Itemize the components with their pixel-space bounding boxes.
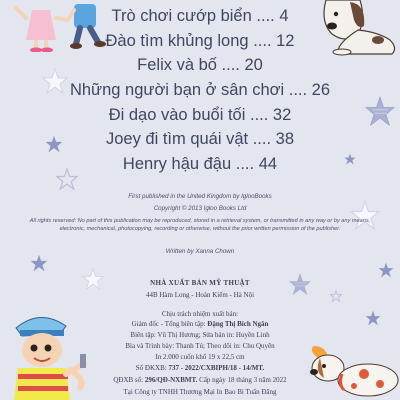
toc-item (0, 55, 400, 75)
first-published-line: First published in the United Kingdom by IglooBooks (128, 193, 272, 200)
registration-line (0, 363, 400, 373)
toc-item (0, 129, 400, 149)
decision-date: Cấp ngày 18 tháng 3 năm 2022 (199, 376, 287, 384)
toc-item-title: Henry hậu đậu (122, 154, 232, 173)
toc-item-page: 12 (276, 31, 295, 50)
toc-item-dots: .... (221, 56, 240, 74)
toc-item (0, 6, 400, 26)
decision-label: QĐXB số: (113, 376, 144, 384)
toc-item-title: Felix và bố (137, 56, 217, 74)
toc-item-dots: .... (235, 154, 255, 173)
toc-item (0, 31, 400, 51)
director-line (0, 319, 400, 329)
director-name: Đặng Thị Bích Ngân (207, 320, 269, 328)
registration-label: Số ĐKXB: (135, 364, 167, 372)
decision-line (0, 375, 400, 385)
toc-item-page: 32 (272, 105, 292, 124)
toc-item-title: Trò chơi cướp biển (111, 7, 252, 25)
toc-item (0, 105, 400, 125)
toc-item-page: 26 (311, 81, 331, 99)
toc-item-page: 20 (244, 56, 263, 74)
toc-item-dots: .... (256, 7, 275, 25)
toc-item (0, 154, 400, 174)
toc-item-page: 4 (279, 7, 289, 25)
copyright-line: Copyright © 2013 Igloo Books Ltd (153, 205, 247, 212)
toc-item (0, 80, 400, 100)
author-line: Written by Xanna Chown (165, 248, 235, 255)
toc-item-dots: .... (253, 31, 272, 50)
registration-number: 737 - 2022/CXBIPH/18 - 14/MT. (168, 364, 265, 372)
toc-item-title: Đi dạo vào buổi tối (108, 105, 246, 124)
toc-item-dots: .... (288, 81, 308, 99)
decision-number: 296/QĐ-NXBMT. (144, 376, 198, 384)
publisher-name: NHÀ XUẤT BẢN MỸ THUẬT (150, 279, 250, 287)
publisher-address: 44B Hàm Long - Hoàn Kiếm - Hà Nội (145, 291, 255, 299)
star-icon (30, 254, 48, 272)
toc-item-dots: .... (252, 130, 272, 148)
toc-item-title: Đào tìm khủng long (105, 31, 249, 50)
star-icon (378, 262, 394, 278)
director-label: Giám đốc - Tổng biên tập: (131, 320, 206, 328)
toc-item-title: Joey đi tìm quái vật (105, 130, 249, 148)
printer-line: Tại Công ty TNHH Thương Mại In Bao Bì Tuấn Đăng (123, 388, 277, 396)
responsible-heading: Chịu trách nhiệm xuất bản: (161, 310, 239, 318)
editor-line: Biên tập: Vũ Thị Hương; Sửa bản in: Huyền Linh (130, 331, 270, 339)
toc-item-page: 44 (258, 154, 278, 173)
toc-item-title: Những người bạn ở sân chơi (69, 81, 285, 99)
toc-item-page: 38 (275, 130, 295, 148)
rights-statement: All rights reserved: No part of this publication may be reproduced, stored in a retrieval system, or transmitted in any way or by any means, electronic, mechanical, photocopying, recording or otherwise, without the prior written permission of the publisher. (29, 218, 371, 232)
toc-item-dots: .... (249, 105, 269, 124)
design-line: Bìa và Trình bày: Thanh Tú; Theo dõi in: Chu Quyên (125, 342, 275, 350)
print-run-line: In 2.000 cuốn khổ 19 x 22,5 cm (155, 353, 245, 361)
